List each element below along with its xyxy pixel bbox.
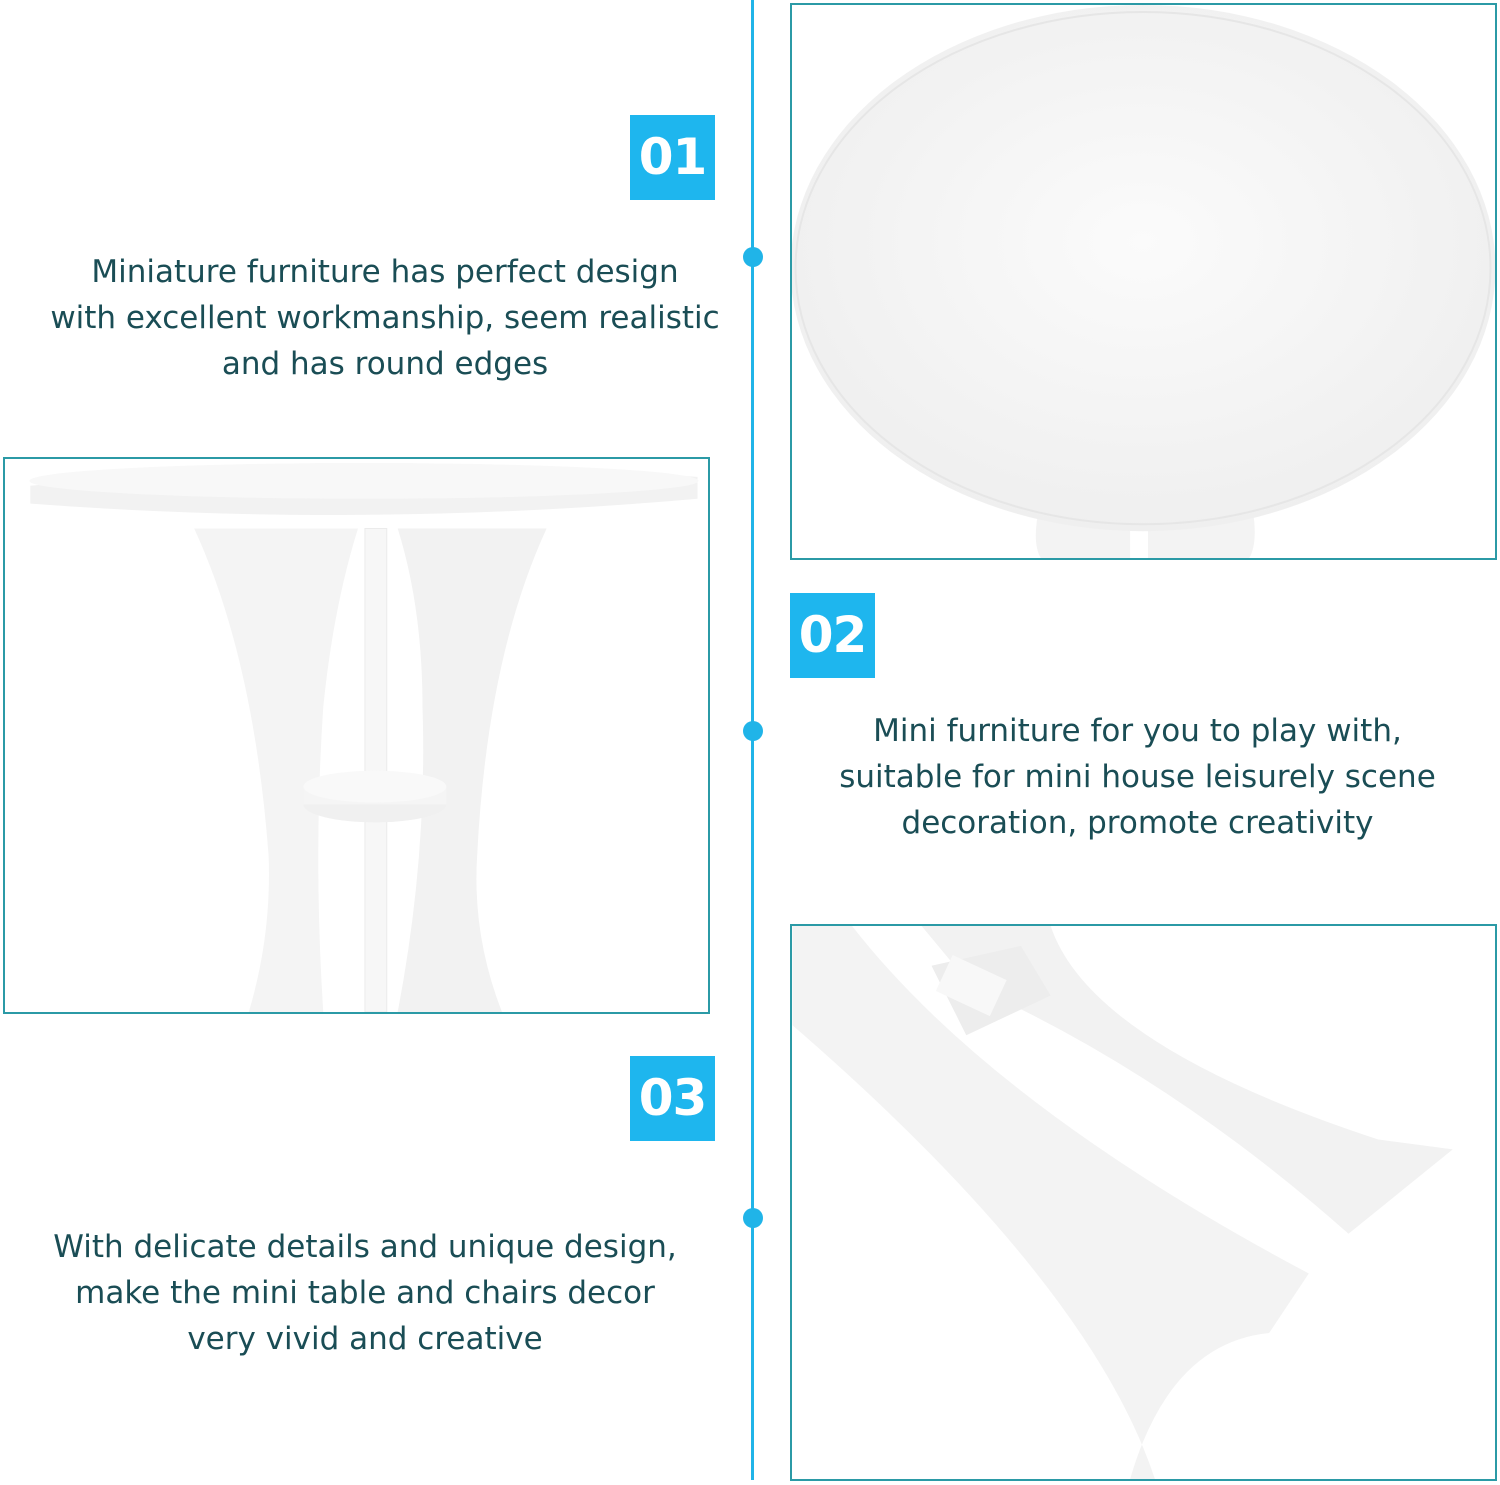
feature-description-line: and has round edges	[221, 346, 549, 382]
feature-number-badge-2: 02	[790, 593, 875, 678]
feature-description-line: suitable for mini house leisurely scene	[839, 759, 1436, 795]
timeline-dot-3	[743, 1208, 763, 1228]
feature-description-line: Miniature furniture has perfect design	[91, 254, 679, 290]
feature-description-line: very vivid and creative	[187, 1321, 543, 1357]
feature-description-line: with excellent workmanship, seem realistic	[50, 300, 720, 336]
feature-number-badge-3: 03	[630, 1056, 715, 1141]
feature-description-line: decoration, promote creativity	[901, 805, 1374, 841]
leg-detail-illustration	[792, 926, 1495, 1479]
feature-description-1	[20, 249, 750, 387]
feature-description-line: Mini furniture for you to play with,	[873, 713, 1402, 749]
feature-description-line: With delicate details and unique design,	[53, 1229, 677, 1265]
feature-number-badge-1: 01	[630, 115, 715, 200]
feature-description-3	[20, 1224, 710, 1362]
feature-description-2	[785, 708, 1490, 846]
feature-description-line: make the mini table and chairs decor	[75, 1275, 655, 1311]
product-photo-tabletop	[790, 3, 1497, 560]
table-illustration	[5, 459, 708, 1012]
product-photo-table	[3, 457, 710, 1014]
product-photo-leg-detail	[790, 924, 1497, 1481]
tabletop-illustration	[792, 5, 1495, 558]
timeline-dot-2	[743, 721, 763, 741]
